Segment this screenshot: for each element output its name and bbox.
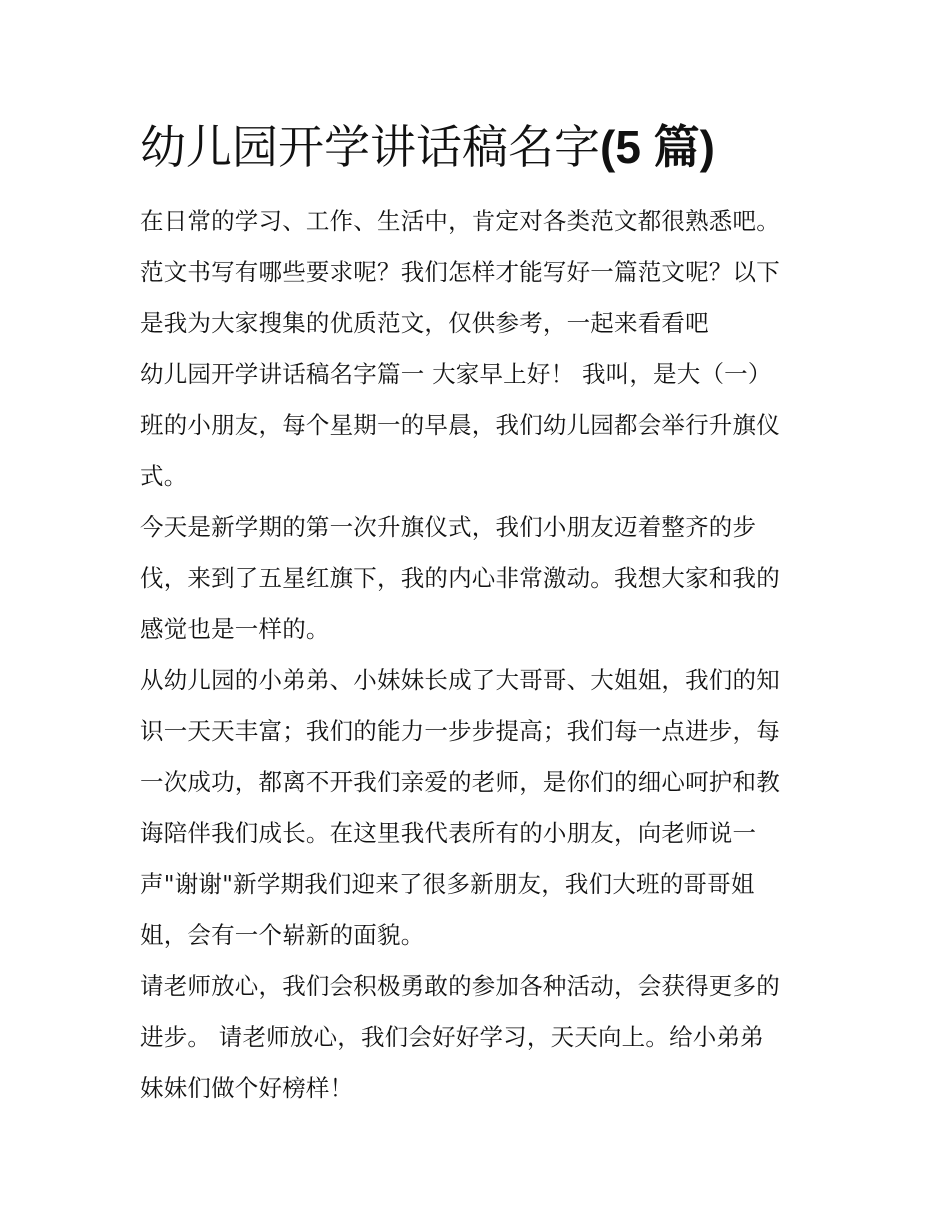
- text-line: 式。: [140, 462, 188, 490]
- text-line: 声"谢谢"新学期我们迎来了很多新朋友，我们大班的哥哥姐: [140, 870, 755, 898]
- text-line: 班的小朋友，每个星期一的早晨，我们幼儿园都会举行升旗仪: [140, 411, 780, 439]
- text-line: 幼儿园开学讲话稿名字篇一 大家早上好！ 我叫，是大（一）: [140, 360, 772, 388]
- text-line: 妹妹们做个好榜样！: [140, 1074, 354, 1102]
- text-line: 请老师放心，我们会积极勇敢的参加各种活动，会获得更多的: [140, 972, 780, 1000]
- text-line: 感觉也是一样的。: [140, 615, 330, 643]
- text-line: 范文书写有哪些要求呢？我们怎样才能写好一篇范文呢？以下: [140, 258, 780, 286]
- text-line: 今天是新学期的第一次升旗仪式，我们小朋友迈着整齐的步: [140, 513, 757, 541]
- text-line: 在日常的学习、工作、生活中，肯定对各类范文都很熟悉吧。: [140, 207, 780, 235]
- text-line: 进步。 请老师放心，我们会好好学习，天天向上。给小弟弟: [140, 1023, 764, 1051]
- text-line: 是我为大家搜集的优质范文，仅供参考，一起来看看吧: [140, 309, 709, 337]
- text-line: 姐，会有一个崭新的面貌。: [140, 921, 425, 949]
- title-suffix: (5 篇): [600, 121, 715, 173]
- text-line: 诲陪伴我们成长。在这里我代表所有的小朋友，向老师说一: [140, 819, 757, 847]
- document-body: [140, 196, 820, 1114]
- document-title: [140, 116, 715, 178]
- title-main: 幼儿园开学讲话稿名字: [140, 120, 600, 174]
- text-line: 一次成功，都离不开我们亲爱的老师，是你们的细心呵护和教: [140, 768, 780, 796]
- text-line: 从幼儿园的小弟弟、小妹妹长成了大哥哥、大姐姐，我们的知: [140, 666, 780, 694]
- text-line: 伐，来到了五星红旗下，我的内心非常激动。我想大家和我的: [140, 564, 780, 592]
- text-line: 识一天天丰富；我们的能力一步步提高；我们每一点进步，每: [140, 717, 780, 745]
